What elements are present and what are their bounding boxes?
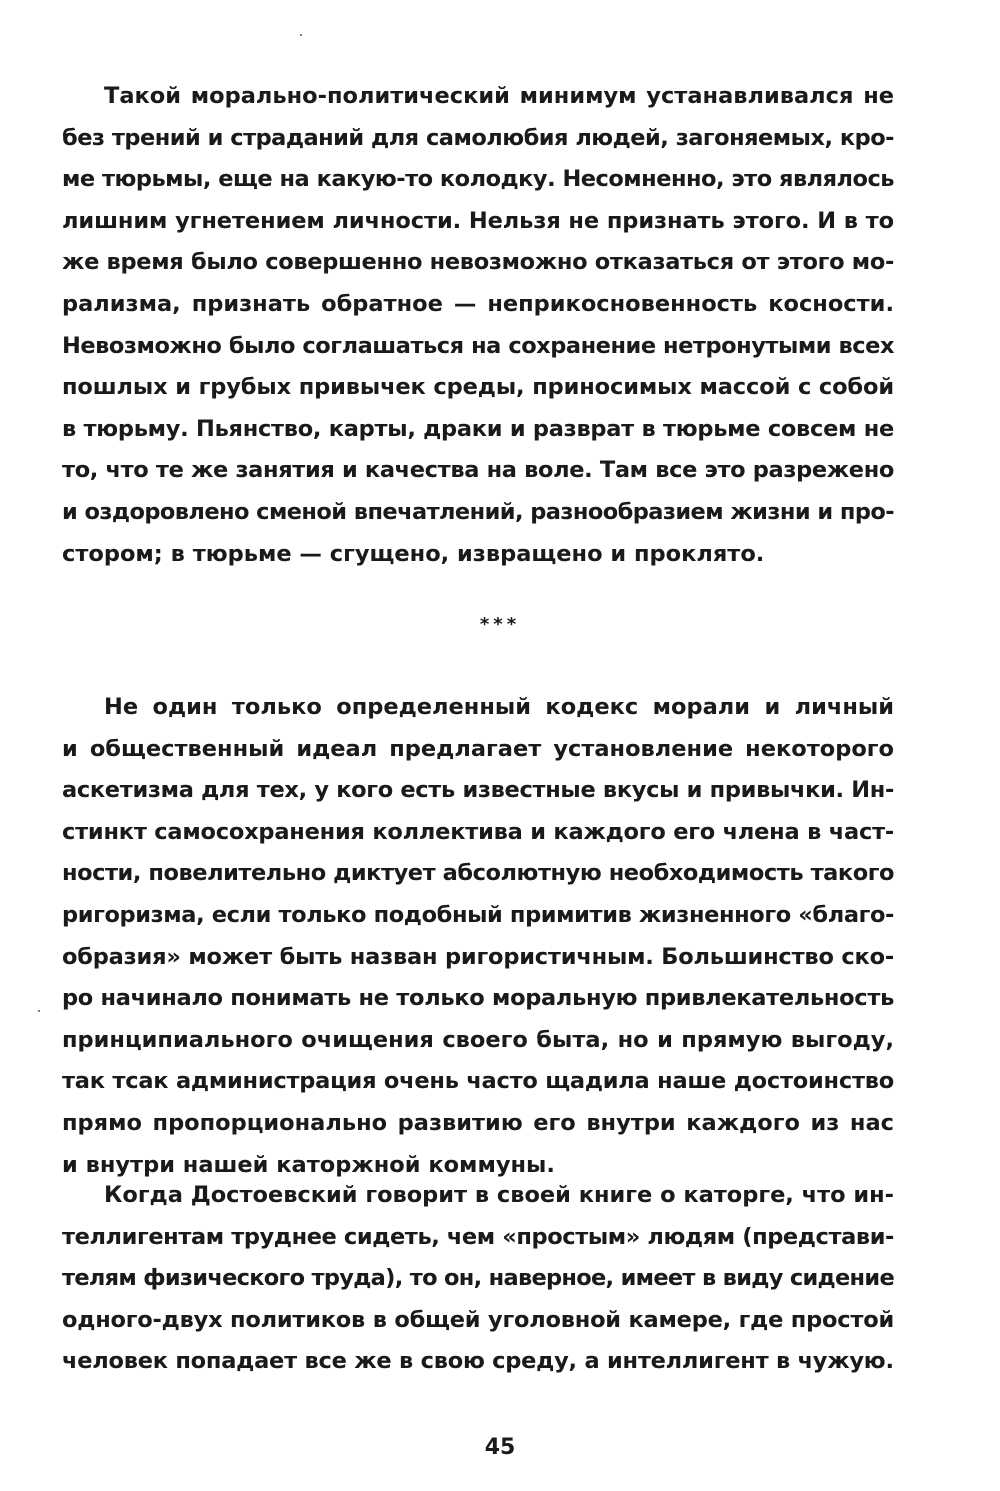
text-line: пошлых и грубых привычек среды, приносимых массой с собой bbox=[62, 374, 894, 401]
text-line: Когда Достоевский говорит в своей книге о каторге, что ин- bbox=[104, 1182, 894, 1208]
text-line: ме тюрьмы, еще на какую-то колодку. Несомненно, это являлось bbox=[62, 166, 894, 193]
paragraph-2 bbox=[62, 687, 894, 1186]
text-line: то, что те же занятия и качества на воле. Там все это разрежено bbox=[62, 457, 894, 484]
text-line: теллигентам труднее сидеть, чем «простым» людям (представи- bbox=[62, 1223, 894, 1250]
text-line: Невозможно было соглашаться на сохранение нетронутыми всех bbox=[62, 332, 894, 359]
text-line: же время было совершенно невозможно отказаться от этого мо- bbox=[62, 249, 894, 276]
text-line: рализма, признать обратное — неприкосновенность косности. bbox=[62, 290, 894, 317]
print-speck bbox=[38, 1010, 40, 1012]
paragraph-1 bbox=[62, 76, 894, 575]
text-line: человек попадает все же в свою среду, а интеллигент в чужую. bbox=[62, 1348, 894, 1375]
text-line: прямо пропорционально развитию его внутри каждого из нас bbox=[62, 1109, 894, 1136]
text-line: аскетизма для тех, у кого есть известные вкусы и привычки. Ин- bbox=[62, 777, 894, 804]
text-line: лишним угнетением личности. Нельзя не признать этого. И в то bbox=[62, 207, 894, 234]
print-speck bbox=[300, 34, 302, 36]
text-line: ригоризма, если только подобный примитив жизненного «благо- bbox=[62, 901, 894, 928]
text-line: образия» может быть назван ригористичным. Большинство ско- bbox=[62, 943, 894, 970]
section-separator: *** bbox=[479, 614, 521, 635]
text-line: ности, повелительно диктует абсолютную необходимость такого bbox=[62, 860, 894, 887]
text-line: одного-двух политиков в общей уголовной камере, где простой bbox=[62, 1306, 894, 1333]
text-line: принципиального очищения своего быта, но и прямую выгоду, bbox=[62, 1026, 894, 1053]
text-line: в тюрьму. Пьянство, карты, драки и разврат в тюрьме совсем не bbox=[62, 415, 894, 442]
page-number: 45 bbox=[484, 1435, 516, 1460]
text-line: и общественный идеал предлагает установление некоторого bbox=[62, 735, 894, 762]
text-line: и внутри нашей каторжной коммуны. bbox=[62, 1151, 555, 1178]
text-line: Такой морально-политический минимум устанавливался не bbox=[104, 83, 894, 109]
text-line: стинкт самосохранения коллектива и каждого его члена в част- bbox=[62, 818, 894, 845]
text-line: ро начинало понимать не только моральную привлекательность bbox=[62, 985, 894, 1012]
text-line: телям физического труда), то он, наверное, имеет в виду сидение bbox=[62, 1265, 894, 1292]
text-line: без трений и страданий для самолюбия людей, загоняемых, кро- bbox=[62, 124, 894, 151]
text-line: так тсак администрация очень часто щадила наше достоинство bbox=[62, 1068, 894, 1095]
text-line: и оздоровлено сменой впечатлений, разнообразием жизни и про- bbox=[62, 498, 894, 525]
text-line: стором; в тюрьме — сгущено, извращено и проклято. bbox=[62, 540, 765, 567]
paragraph-3 bbox=[62, 1175, 894, 1383]
text-line: Не один только определенный кодекс морали и личный bbox=[104, 694, 894, 720]
